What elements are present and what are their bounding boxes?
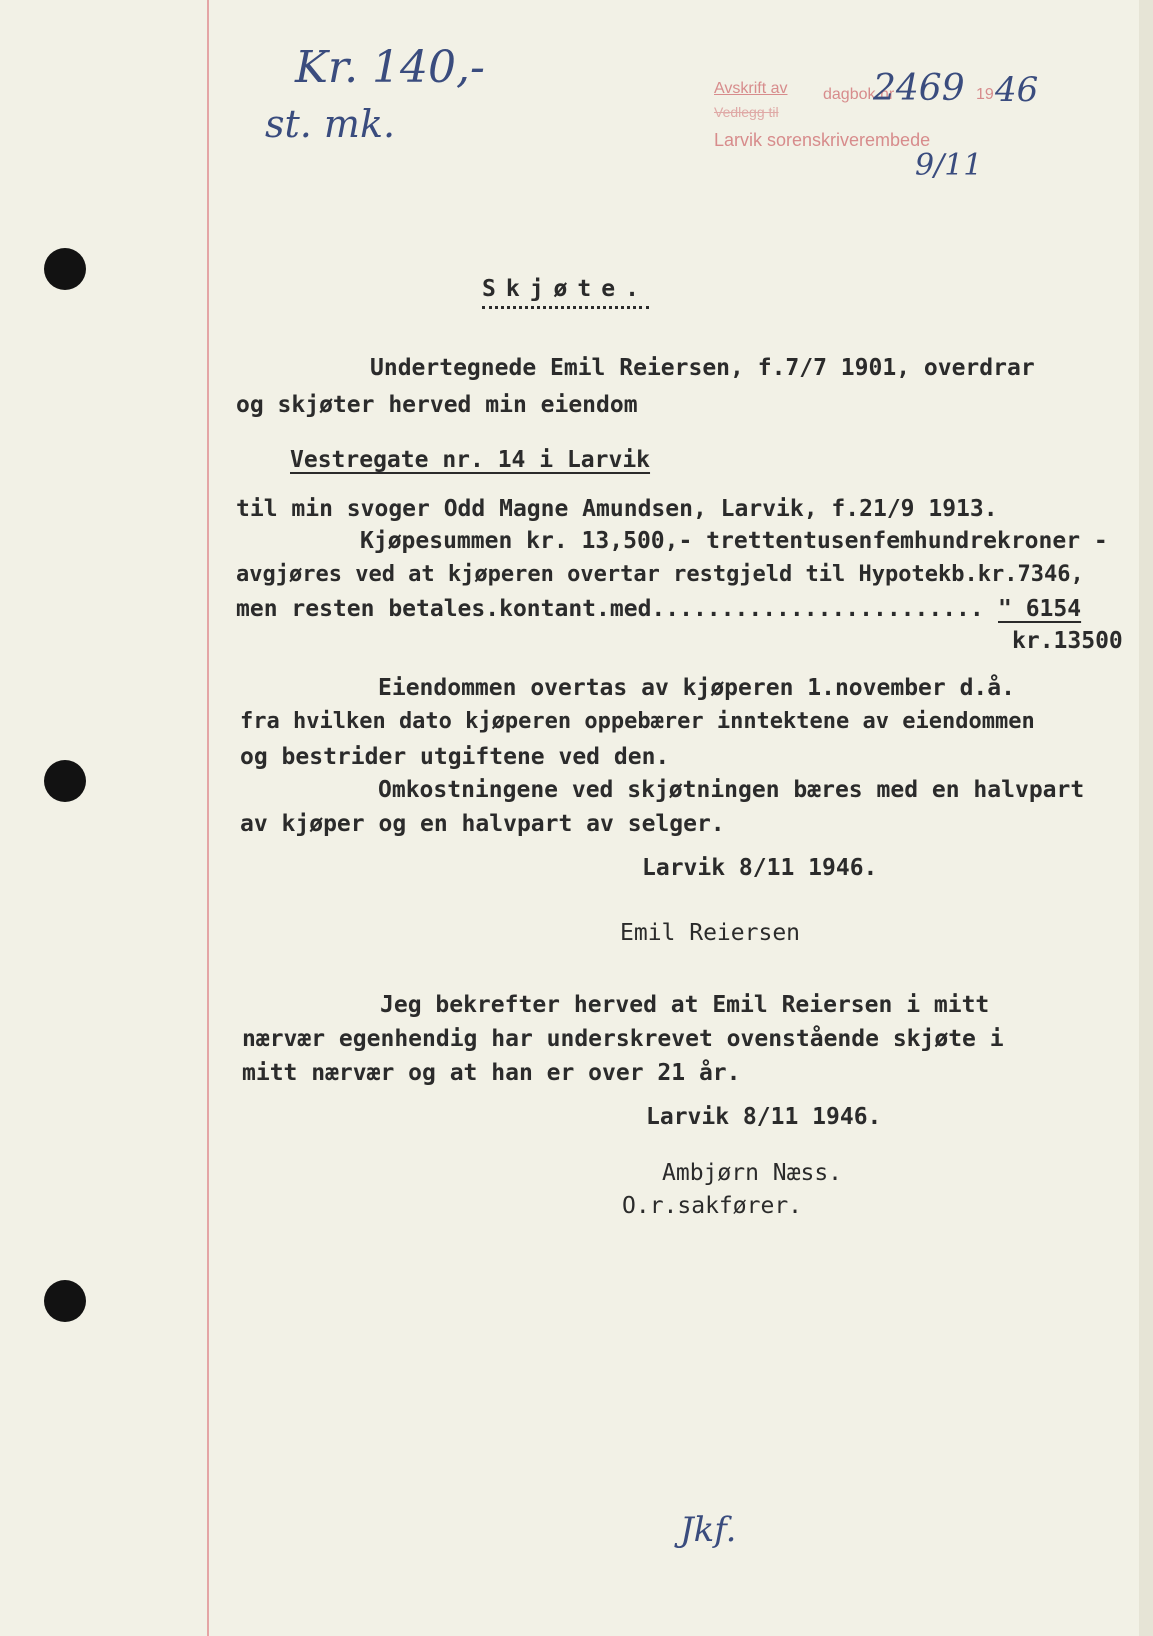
handwritten-dagbok-number: 2469 <box>873 68 965 109</box>
stamp-line-vedlegg: Vedlegg til <box>714 104 779 120</box>
text-line: nærvær egenhendig har underskrevet ovenstående skjøte i <box>242 1026 1004 1052</box>
text-line: av kjøper og en halvpart av selger. <box>240 811 725 837</box>
property-address: Vestregate nr. 14 i Larvik <box>290 447 651 473</box>
text-line: mitt nærvær og at han er over 21 år. <box>242 1060 741 1086</box>
place-date: Larvik 8/11 1946. <box>642 855 878 881</box>
amount-cash: " 6154 <box>998 596 1082 622</box>
stamp-year-prefix: 19 <box>976 86 994 103</box>
handwritten-date: 9/11 <box>915 148 983 183</box>
stamp-line-avskrift: Avskrift av <box>714 80 788 97</box>
text-line: Eiendommen overtas av kjøperen 1.november d.å. <box>378 675 1015 701</box>
text-line: til min svoger Odd Magne Amundsen, Larvik, f.21/9 1913. <box>236 496 998 522</box>
place-date: Larvik 8/11 1946. <box>646 1104 882 1130</box>
document-title: Skjøte. <box>482 276 649 309</box>
text-line: Undertegnede Emil Reiersen, f.7/7 1901, overdrar <box>370 355 1035 381</box>
punch-hole <box>44 248 86 290</box>
text-line: Jeg bekrefter herved at Emil Reiersen i mitt <box>380 992 990 1018</box>
text-line: og bestrider utgiftene ved den. <box>240 744 670 770</box>
stamp-line-court: Larvik sorenskriverembede <box>714 130 931 150</box>
handwritten-year: 46 <box>995 70 1039 110</box>
witness-signature: Ambjørn Næss. <box>662 1160 843 1186</box>
margin-line <box>207 0 209 1636</box>
punch-hole <box>44 1280 86 1322</box>
witness-title: O.r.sakfører. <box>622 1193 803 1219</box>
handwritten-fee: Kr. 140,- <box>295 42 485 93</box>
seller-signature: Emil Reiersen <box>620 920 801 946</box>
text-line: og skjøter herved min eiendom <box>236 392 638 418</box>
handwritten-initials: Jkf. <box>680 1510 737 1550</box>
text-line: fra hvilken dato kjøperen oppebærer inntektene av eiendommen <box>240 709 1035 734</box>
amount-total: kr.13500 <box>1012 628 1123 654</box>
text-line: avgjøres ved at kjøperen overtar restgjeld til Hypotekb.kr.7346, <box>236 562 1084 587</box>
text-line: Kjøpesummen kr. 13,500,- trettentusenfemhundrekroner - <box>360 528 1108 554</box>
punch-hole <box>44 760 86 802</box>
text-line: Omkostningene ved skjøtningen bæres med en halvpart <box>378 777 1085 803</box>
text-line: men resten betales.kontant.med........................ <box>236 596 984 622</box>
handwritten-stamp-note: st. mk. <box>265 102 396 146</box>
stamp-dagbok-label: dagbok nr <box>823 86 895 103</box>
page-edge <box>1139 0 1153 1636</box>
